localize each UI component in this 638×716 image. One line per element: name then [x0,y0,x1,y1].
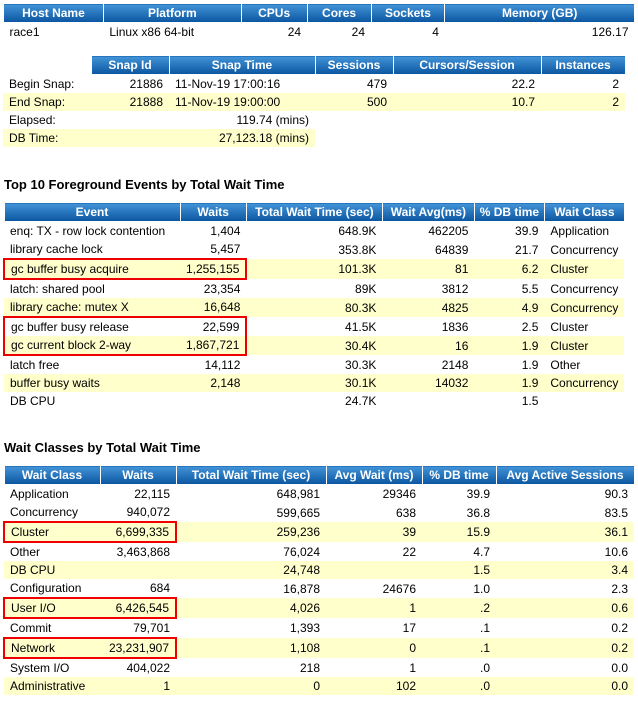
table-cell: System I/O [10,661,70,675]
wait-classes-table [3,465,635,695]
table-cell: 648,981 [276,487,320,501]
column-header: Instances [541,56,625,75]
table-cell: Cluster [544,336,624,355]
table-cell: DB CPU [4,561,100,579]
table-cell: 102 [326,677,422,695]
table-cell: 39.9 [466,487,490,501]
table-cell: 14032 [382,374,474,392]
table-cell: 79,701 [133,621,170,635]
table-cell: gc current block 2-way [4,336,180,355]
table-cell: 4.9 [474,298,544,317]
top-events-table [3,202,625,410]
column-header: Waits [180,203,246,222]
table-cell: 5,457 [210,242,241,256]
row-label: Begin Snap: [9,76,75,91]
event-row [4,259,624,279]
table-cell: 1.9 [474,336,544,355]
table-cell: 4825 [382,298,474,317]
snapshot-row [3,129,625,147]
table-cell: 0 [176,677,326,695]
table-cell: 23,231,907 [100,638,176,658]
snapshot-table-body [3,75,625,148]
table-cell: 10.6 [604,544,628,559]
wait-class-row [4,561,634,579]
table-cell: 6,699,335 [100,522,176,542]
table-cell: 2.5 [521,319,539,334]
column-header: % DB time [474,203,544,222]
table-cell: 3812 [441,281,469,296]
column-header: Memory (GB) [445,4,635,23]
table-cell: 6.2 [474,259,544,279]
table-cell: 4,026 [176,598,326,618]
column-header: Waits [100,466,176,485]
table-cell: Cluster [550,319,589,334]
events-section-title: Top 10 Foreground Events by Total Wait Time [4,177,285,192]
table-cell: .0 [479,660,490,675]
table-cell: 16 [382,336,474,355]
column-header: Wait Avg(ms) [382,203,474,222]
host-info-table [3,3,635,41]
wait-class-row [4,638,634,658]
table-cell: 4.7 [473,544,490,559]
table-cell: 2148 [441,357,469,372]
table-cell: 1,404 [210,224,241,238]
column-header: Host Name [4,4,104,23]
table-cell: 119.74 (mins) [236,113,309,127]
snapshot-row [3,93,625,111]
table-cell: 39.9 [515,224,539,238]
table-cell: gc buffer busy acquire [4,259,180,279]
table-cell: Application [10,487,69,501]
table-cell: 218 [299,660,320,675]
column-header: Cursors/Session [393,56,541,75]
table-cell: 15.9 [422,522,496,542]
table-cell: 14,112 [204,358,241,372]
wait-classes-header-row [4,466,634,485]
table-cell: 1836 [441,319,469,334]
wait-class-row [4,503,634,522]
table-cell: 30.4K [246,336,382,355]
table-cell: 22 [402,544,416,559]
table-cell: 2 [612,77,619,91]
event-row [4,298,624,317]
table-cell: Concurrency [544,374,624,392]
table-cell: 1,108 [176,638,326,658]
column-header: CPUs [241,4,307,23]
event-row [4,392,624,410]
events-header-row [4,203,624,222]
column-header: Snap Id [91,56,169,75]
table-cell: 80.3K [246,298,382,317]
table-cell: 404,022 [126,661,170,675]
table-cell: 1.9 [521,357,539,372]
table-cell: Configuration [10,581,82,595]
event-row [4,279,624,298]
table-cell: 23,354 [203,282,241,296]
table-cell: 648.9K [338,224,377,238]
table-cell: Cluster [544,259,624,279]
row-label: Elapsed: [9,113,56,127]
host-row [4,23,635,42]
table-cell [180,392,246,410]
table-cell: 30.1K [246,374,382,392]
table-cell: Administrative [4,677,100,695]
table-cell: 36.1 [496,522,634,542]
table-cell: 10.7 [393,93,541,111]
table-cell [382,392,474,410]
table-cell: Commit [10,621,52,635]
table-cell: library cache: mutex X [4,298,180,317]
column-header: Total Wait Time (sec) [246,203,382,222]
table-cell: 27,123.18 (mins) [91,129,315,147]
column-header: Total Wait Time (sec) [176,466,326,485]
table-cell: 126.17 [591,25,629,39]
table-cell: race1 [9,25,40,39]
table-cell: 1,393 [289,621,320,635]
table-cell: enq: TX - row lock contention [10,224,166,238]
wait-class-row [4,485,634,504]
table-cell: 0 [326,638,422,658]
column-header: Avg Wait (ms) [326,466,422,485]
column-header: % DB time [422,466,496,485]
table-cell: 21886 [129,77,163,91]
table-cell: 24,748 [176,561,326,579]
table-cell: 0.2 [496,638,634,658]
wait-classes-table-body [4,485,634,696]
table-cell: 81 [382,259,474,279]
table-cell: 16,878 [283,581,320,596]
table-cell: Concurrency [544,298,624,317]
table-cell: 1,867,721 [180,336,246,355]
table-cell: Network [4,638,100,658]
table-cell: library cache lock [10,242,103,256]
column-header: Wait Class [4,466,100,485]
wait-class-row [4,658,634,677]
table-cell: 684 [149,581,170,595]
table-cell: 3,463,868 [116,545,170,559]
table-cell: User I/O [4,598,100,618]
table-cell: 1,255,155 [180,259,246,279]
table-cell: 1 [100,677,176,695]
table-cell: latch: shared pool [10,282,105,296]
table-cell: 599,665 [276,505,320,520]
table-cell: 3.4 [496,561,634,579]
table-cell: 41.5K [345,319,377,334]
host-table-body [4,23,635,42]
table-cell: 1 [409,660,416,675]
table-cell: 16,648 [180,298,246,317]
table-cell: 2 [541,93,625,111]
table-cell: 17 [402,621,416,635]
table-cell: 0.6 [496,598,634,618]
table-cell: 22,115 [134,487,170,501]
table-cell: 500 [315,93,393,111]
table-cell: 1.5 [521,394,539,408]
table-cell: 24676 [382,581,416,596]
table-cell: 24 [287,25,302,39]
column-header: Cores [307,4,371,23]
table-cell: latch free [10,358,60,372]
table-cell: 940,072 [126,505,170,519]
wait-class-row [4,677,634,695]
table-cell: 5.5 [521,281,539,296]
table-cell: 1.5 [422,561,496,579]
table-cell: .1 [422,638,496,658]
table-cell: 21888 [91,93,169,111]
table-cell: buffer busy waits [4,374,180,392]
table-cell: 83.5 [604,505,628,520]
wait-class-row [4,618,634,638]
event-row [4,222,624,241]
table-cell: 2.3 [611,581,628,596]
table-cell: 24 [351,25,365,39]
table-cell: Concurrency [10,505,79,519]
table-cell: 30.3K [345,357,377,372]
wait-class-row [4,598,634,618]
table-cell: 1.0 [473,581,490,596]
row-label: DB Time: [3,129,91,147]
table-cell: 0.0 [496,677,634,695]
table-cell: 0.2 [611,621,628,635]
table-cell: Cluster [4,522,100,542]
wait-class-row [4,542,634,561]
column-header: Event [4,203,180,222]
table-cell: Linux x86 64-bit [109,25,195,39]
snapshot-header-row [3,56,625,75]
event-row [4,355,624,374]
table-cell: 1.9 [474,374,544,392]
table-cell: 0.0 [611,660,628,675]
table-cell: .0 [422,677,496,695]
table-cell: 1 [326,598,422,618]
column-header: Snap Time [169,56,315,75]
table-cell: Concurrency [550,242,619,257]
table-cell: 11-Nov-19 19:00:00 [169,93,315,111]
table-cell [100,561,176,579]
table-cell: .2 [422,598,496,618]
table-cell: gc buffer busy release [4,317,180,336]
event-row [4,374,624,392]
table-cell [544,392,624,410]
event-row [4,336,624,355]
table-cell: 6,426,545 [100,598,176,618]
table-cell: 36.8 [466,505,490,520]
table-cell: 462205 [428,224,469,238]
table-cell: Other [10,545,41,559]
events-table-body [4,222,624,411]
table-cell: 4 [432,25,439,39]
table-cell: 90.3 [604,487,628,501]
table-cell: Application [550,224,610,238]
table-cell: Concurrency [550,281,619,296]
table-cell: 259,236 [176,522,326,542]
snapshot-row [3,75,625,94]
column-header: Avg Active Sessions [496,466,634,485]
table-cell: 22.2 [511,77,535,91]
table-cell: 39 [326,522,422,542]
host-header-row [4,4,635,23]
table-cell [326,561,422,579]
wait-class-row [4,579,634,598]
column-header: Wait Class [544,203,624,222]
table-cell: 21.7 [515,242,539,257]
row-label: End Snap: [3,93,91,111]
table-cell: 22,599 [180,317,246,336]
table-cell: 11-Nov-19 17:00:16 [175,77,281,91]
table-cell: 353.8K [338,242,377,257]
table-cell: 76,024 [283,544,320,559]
table-cell: 479 [366,77,387,91]
table-cell: Other [550,357,581,372]
wait-class-row [4,522,634,542]
table-cell: .1 [479,621,490,635]
table-cell: 64839 [435,242,469,257]
snapshot-row [3,111,625,129]
blank-header-cell [3,56,91,75]
event-row [4,240,624,259]
table-cell: 101.3K [246,259,382,279]
event-row [4,317,624,336]
table-cell: 24.7K [345,394,377,408]
table-cell: 638 [395,505,416,520]
snapshot-table [3,55,626,147]
column-header: Sockets [371,4,445,23]
table-cell: 29346 [382,487,416,501]
column-header: Sessions [315,56,393,75]
column-header: Platform [103,4,241,23]
table-cell: 2,148 [180,374,246,392]
wait-classes-section-title: Wait Classes by Total Wait Time [4,440,201,455]
table-cell: 89K [355,281,377,296]
table-cell: DB CPU [10,394,56,408]
